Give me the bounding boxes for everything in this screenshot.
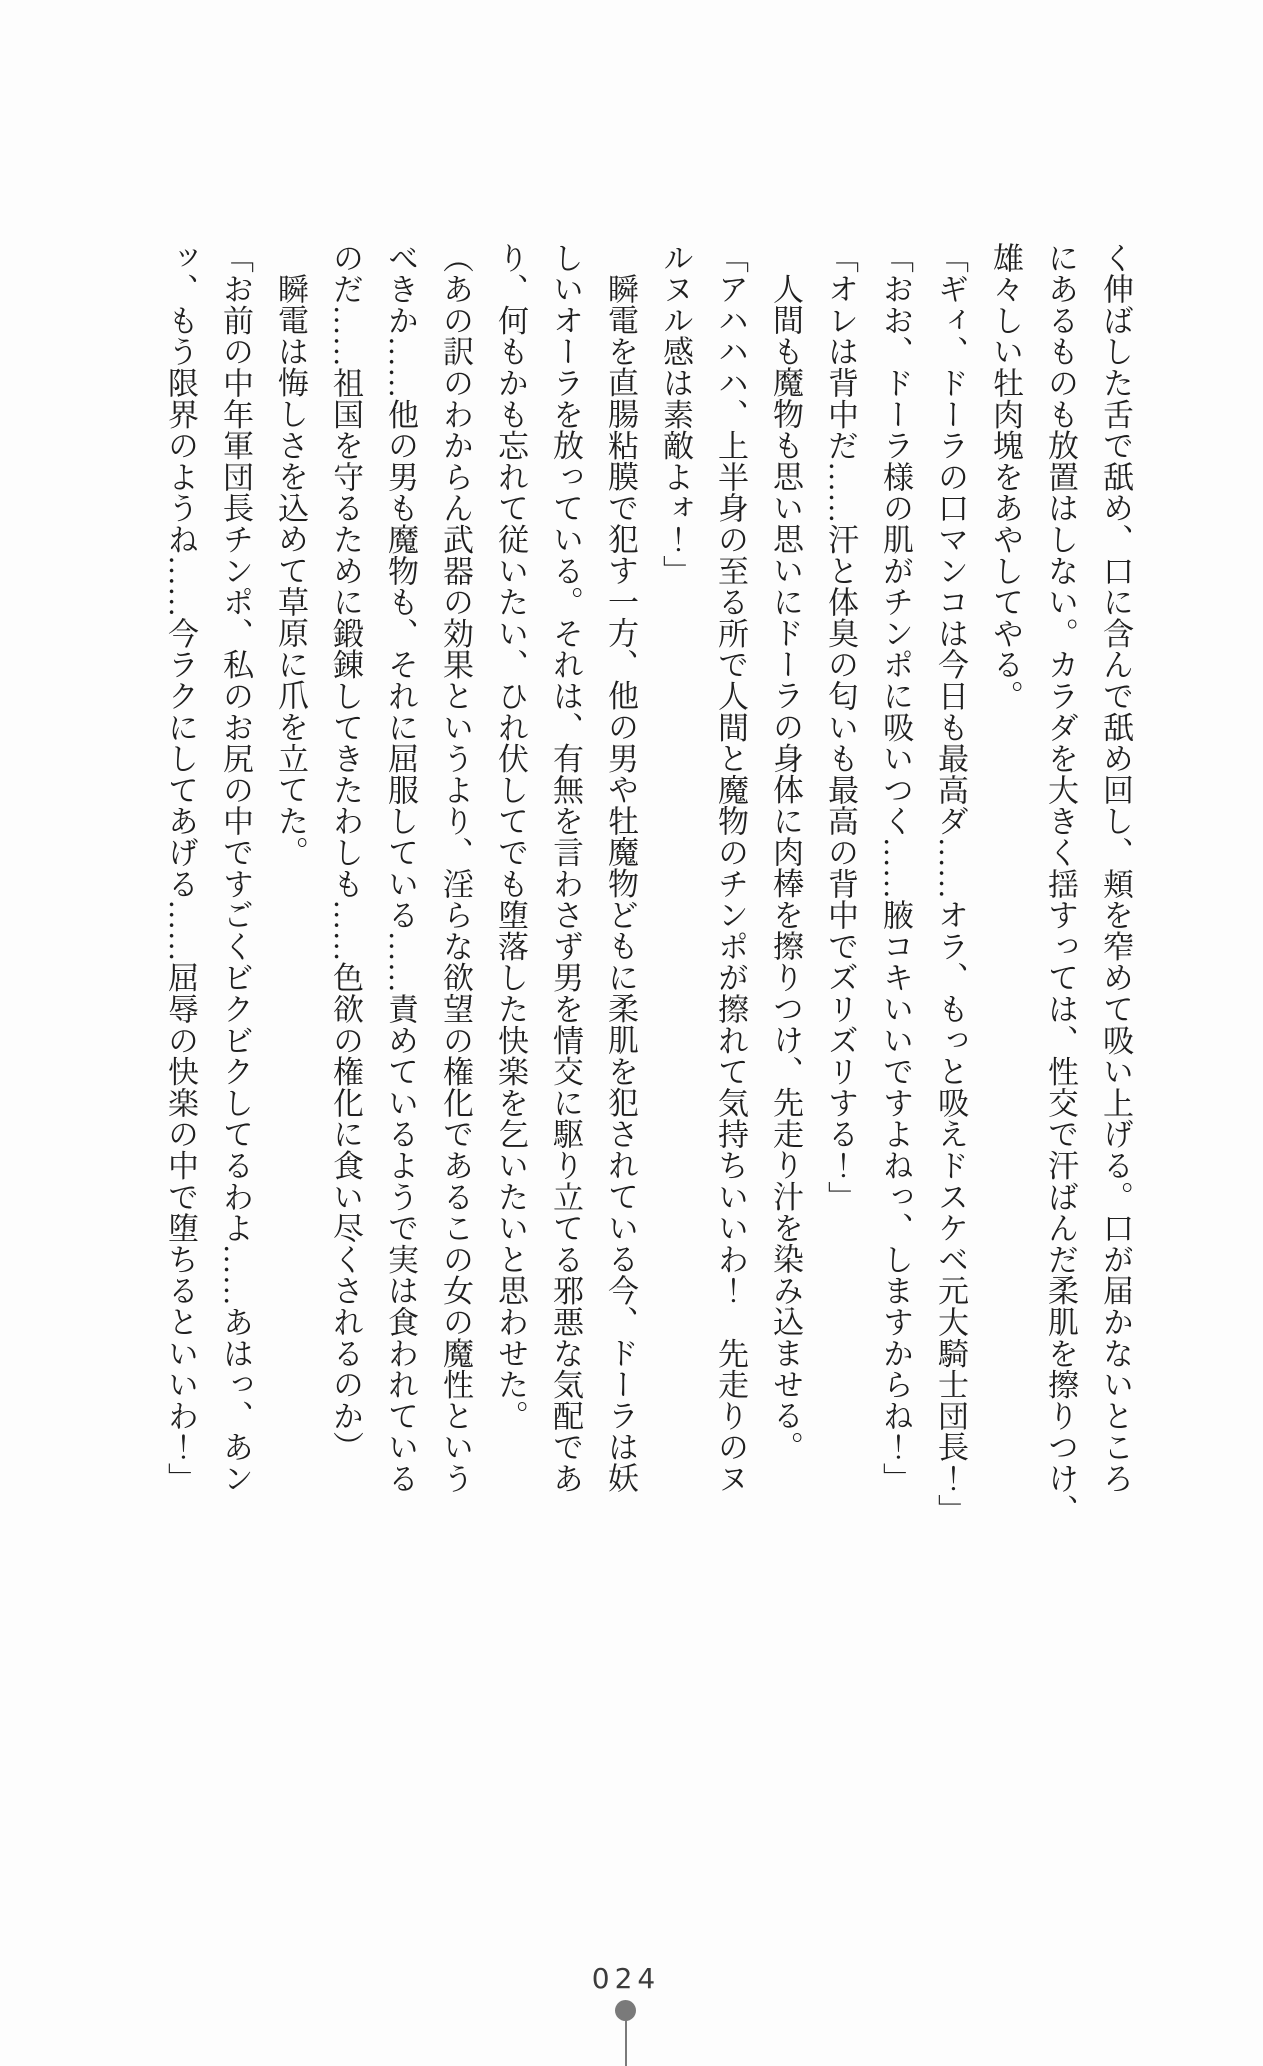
text-column: 「ギィ、ドーラの口マンコは今日も最高ダ……オラ、もっと吸えドスケベ元大騎士団長！」 [933,242,968,1526]
text-column: 「アハハハ、上半身の至る所で人間と魔物のチンポが擦れて気持ちいいわ！ 先走りのヌ [713,242,748,1494]
text-column: のだ……祖国を守るために鍛錬してきたわしも……色欲の権化に食い尽くされるのか） [328,242,363,1463]
text-column: 「お前の中年軍団長チンポ、私のお尻の中ですごくビクビクしてるわよ……あはっ、あン [218,242,253,1494]
text-column: 瞬電を直腸粘膜で犯す一方、他の男や牡魔物どもに柔肌を犯されている今、ドーラは妖 [603,273,638,1494]
text-column: ッ、もう限界のようね……今ラクにしてあげる……屈辱の快楽の中で堕ちるといいわ！」 [163,242,198,1494]
text-column: 瞬電は悔しさを込めて草原に爪を立てた。 [273,273,308,868]
text-column: しいオーラを放っている。それは、有無を言わさず男を情交に駆り立てる邪悪な気配であ [548,242,583,1494]
text-column: り、何もかも忘れて従いたい、ひれ伏してでも堕落した快楽を乞いたいと思わせた。 [493,242,528,1432]
text-column: （あの訳のわからん武器の効果というより、淫らな欲望の権化であるこの女の魔性という [438,242,473,1494]
text-column: 「おお、ドーラ様の肌がチンポに吸いつく……腋コキいいですよねっ、しますからね！」 [878,242,913,1494]
text-column: ルヌル感は素敵よォ！」 [658,242,693,587]
text-column: 「オレは背中だ……汗と体臭の匂いも最高の背中でズリズリする！」 [823,242,858,1213]
page-number: 024 [591,1962,661,1995]
text-column: 人間も魔物も思い思いにドーラの身体に肉棒を擦りつけ、先走り汁を染み込ませる。 [768,273,803,1463]
text-block [153,242,1143,1527]
text-column: 雄々しい牡肉塊をあやしてやる。 [988,242,1023,712]
footer-dot-marker [615,2000,636,2021]
text-column: く伸ばした舌で舐め、口に含んで舐め回し、頬を窄めて吸い上げる。口が届かないところ [1098,242,1133,1494]
text-column: べきか……他の男も魔物も、それに屈服している……責めているようで実は食われている [383,242,418,1494]
footer-rule-line [625,2012,627,2066]
text-column: にあるものも放置はしない。カラダを大きく揺すっては、性交で汗ばんだ柔肌を擦りつけ、 [1043,242,1078,1526]
